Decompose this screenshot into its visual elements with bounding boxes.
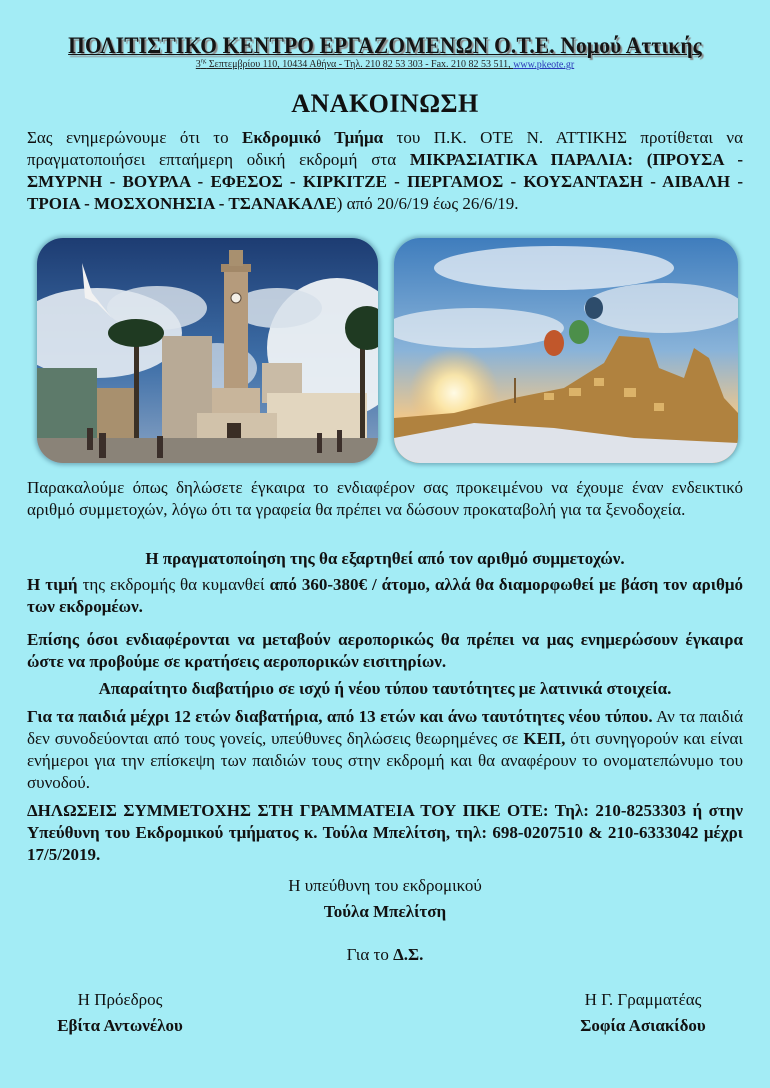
- address-text: [196, 59, 513, 70]
- board-prefix: Για το: [346, 945, 394, 964]
- children-text-1: Αν τα παιδιά δεν συνοδεύονται από τους γονείς, υπεύθυνες δηλώσεις θεωρημένες σε: [27, 707, 744, 748]
- children-id-rule: Για τα παιδιά μέχρι 12 ετών διαβατήρια, από 13 ετών και άνω ταυτότητες νέου τύπου.: [27, 707, 653, 726]
- address-ordinal: 3: [195, 59, 201, 71]
- registration-contact-paragraph: ΔΗΛΩΣΕΙΣ ΣΥΜΜΕΤΟΧΗΣ ΣΤΗ ΓΡΑΜΜΑΤΕΙΑ ΤΟΥ ΠΚΕ ΟΤΕ: Τηλ: 210-8253303 ή στην Υπεύθυνη του Εκδρομικού τμήματος κ. Τούλα Μπελίτση, τηλ: 698-0207510 & 210-6333042 μέχρι 17/5/2019.: [27, 801, 743, 864]
- president-name: Εβίτα Αντωνέλου: [57, 1016, 183, 1035]
- board-signoff: [0, 945, 770, 965]
- price-label: Η τιμή: [27, 575, 78, 594]
- intro-dept-name: Εκδρομικό Τμήμα: [242, 128, 384, 147]
- price-text: της εκδρομής θα κυμανθεί: [77, 575, 270, 594]
- intro-text-1: Σας ενημερώνουμε ότι το: [27, 128, 242, 147]
- address-details: Σεπτεμβρίου 110, 10434 Αθήνα - Τηλ. 210 82 53 303 - Fax. 210 82 53 511,: [206, 59, 514, 71]
- children-documents-paragraph: [27, 706, 743, 794]
- responsible-title: Η υπεύθυνη του εκδρομικού: [288, 876, 482, 895]
- intro-paragraph: [27, 127, 743, 215]
- board-abbr: Δ.Σ.: [393, 945, 424, 964]
- register-interest-paragraph: Παρακαλούμε όπως δηλώσετε έγκαιρα το ενδιαφέρον σας προκειμένου να έχουμε έναν ενδεικτικό αριθμό συμμετοχών, λόγω ότι τα γραφεία θα πρέπει να δώσουν προκαταβολή για τα ξενοδοχεία.: [27, 478, 743, 519]
- intro-text-2: του Π.Κ. ΟΤΕ Ν. ΑΤΤΙΚΗΣ προτίθεται να πραγματοποιήσει επταήμερη οδική εκδρομή στα: [27, 128, 743, 169]
- website-link[interactable]: www.pkeote.gr: [513, 59, 575, 71]
- cappadocia-balloons-photo: [394, 238, 738, 463]
- children-text-2: ότι συνηγορούν και είναι ενήμεροι για την επίσκεψη των παιδιών τους στην εκδρομή και θα αναφέρουν το ονοματεπώνυμο του συνοδού.: [27, 729, 743, 792]
- air-travel-paragraph: Επίσης όσοι ενδιαφέρονται να μεταβούν αεροπορικώς θα πρέπει να μας ενημερώσουν έγκαιρα ώστε να προβούμε σε κρατήσεις αεροπορικών εισιτηρίων.: [27, 630, 743, 671]
- responsible-name: Τούλα Μπελίτση: [323, 902, 447, 921]
- intro-dates: ) από 20/6/19 έως 26/6/19.: [336, 194, 519, 213]
- intro-destinations: ΜΙΚΡΑΣΙΑΤΙΚΑ ΠΑΡΑΛΙΑ: (ΠΡΟΥΣΑ - ΣΜΥΡΝΗ - ΒΟΥΡΛΑ - ΕΦΕΣΟΣ - ΚΙΡΚΙΤΖΕ - ΠΕΡΓΑΜΟΣ - ΚΟΥΣΑΝΤΑΣΗ - ΑΙΒΑΛΗ - ΤΡΟΙΑ - ΜΟΣΧΟΝΗΣΙΑ - ΤΣΑΝΑΚΑΛΕ: [27, 150, 744, 213]
- organization-address: [0, 59, 770, 70]
- clock-tower-image-icon: [37, 238, 378, 463]
- president-signature: [0, 990, 240, 1040]
- address-ordinal-suffix: ης: [200, 59, 207, 65]
- price-paragraph: [27, 574, 743, 618]
- smyrna-clock-tower-photo: [37, 238, 378, 463]
- secretary-signature: [523, 990, 763, 1040]
- organization-title: ΠΟΛΙΤΙΣΤΙΚΟ ΚΕΝΤΡΟ ΕΡΓΑΖΟΜΕΝΩΝ Ο.Τ.Ε. Νομού Αττικής: [68, 33, 702, 58]
- participation-notice: Η πραγματοποίηση της θα εξαρτηθεί από τον αριθμό συμμετοχών.: [145, 549, 625, 568]
- balloons-image-icon: [394, 238, 738, 463]
- president-role: Η Πρόεδρος: [77, 990, 163, 1009]
- price-range: από 360-380€ / άτομο, αλλά θα διαμορφωθεί με βάση τον αριθμό των εκδρομέων.: [27, 575, 743, 616]
- page-title: ΑΝΑΚΟΙΝΩΣΗ: [291, 89, 479, 118]
- passport-requirement: Απαραίτητο διαβατήριο σε ισχύ ή νέου τύπου ταυτότητες με λατινικά στοιχεία.: [98, 679, 672, 698]
- kep-label: ΚΕΠ,: [523, 729, 566, 748]
- secretary-name: Σοφία Ασιακίδου: [580, 1016, 706, 1035]
- secretary-role: Η Γ. Γραμματέας: [584, 990, 702, 1009]
